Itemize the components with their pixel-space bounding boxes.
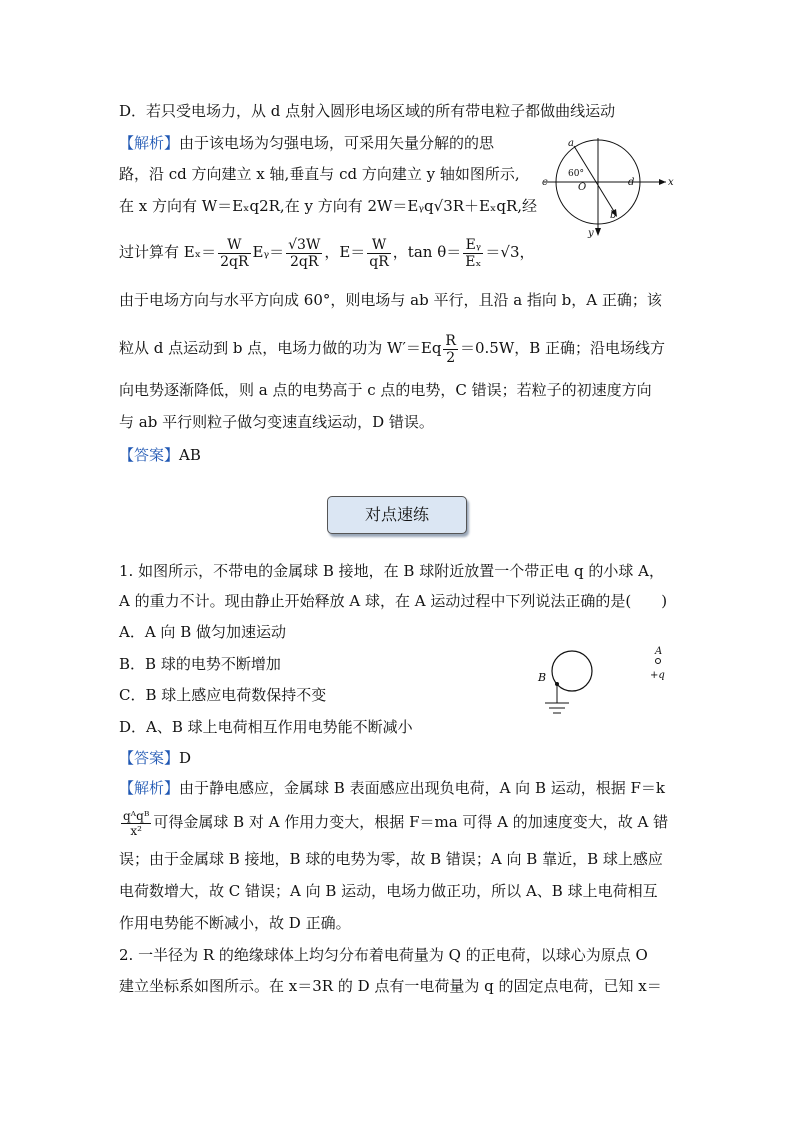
- field-circle-diagram: [538, 128, 678, 240]
- explanation-text: 由于静电感应，金属球 B 表面感应出现负电荷，A 向 B 运动，根据 F＝k: [179, 779, 666, 797]
- answer-tag: 【答案】: [119, 446, 180, 464]
- fraction: $\frac{√3W}{2qR}$: [288, 236, 321, 270]
- answer-1: [119, 444, 201, 466]
- explanation-line-4: [119, 232, 535, 272]
- formula-text: Eᵧ＝: [252, 243, 285, 261]
- label-c: c: [542, 177, 548, 188]
- explanation-line-7: 向电势逐渐降低，则 a 点的电势高于 c 点的电势，C 错误；若粒子的初速度方向: [119, 381, 652, 399]
- explanation2-line-2: [119, 804, 668, 840]
- answer-2: [119, 747, 191, 769]
- explanation-line-3: 在 x 方向有 W＝Eₓq2R,在 y 方向有 2W＝Eᵧq√3R＋EₓqR,经: [119, 197, 538, 215]
- explanation-line-8: 与 ab 平行则粒子做匀变速直线运动，D 错误。: [119, 413, 434, 431]
- label-y: y: [588, 228, 594, 239]
- explanation-tag: 【解析】: [119, 134, 180, 152]
- explanation-line-1: [119, 132, 494, 154]
- label-origin: O: [578, 182, 587, 193]
- label-x: x: [668, 177, 674, 188]
- explanation-tag: 【解析】: [119, 779, 180, 797]
- formula-text: ，tan θ＝: [392, 243, 462, 261]
- explanation2-line-4: 电荷数增大，故 C 错误；A 向 B 运动，电场力做正功，所以 A、B 球上电荷相互: [119, 882, 658, 900]
- fraction: $\frac{W}{qR}$: [369, 236, 389, 270]
- q2-line-2: 建立坐标系如图所示。在 x＝3R 的 D 点有一电荷量为 q 的固定点电荷，已知 x＝: [119, 977, 662, 995]
- q1-option-b: B．B 球的电势不断增加: [119, 655, 281, 673]
- explanation-line-5: 由于电场方向与水平方向成 60°，则电场与 ab 平行，且沿 a 指向 b，A 正确；该: [119, 291, 662, 309]
- explanation2-line-1: [119, 777, 665, 799]
- q2-line-1: 2. 一半径为 R 的绝缘球体上均匀分布着电荷量为 Q 的正电荷，以球心为原点 O: [119, 946, 648, 964]
- q1-line-2: A 的重力不计。现由静止开始释放 A 球，在 A 运动过程中下列说法正确的是( ): [119, 592, 668, 610]
- formula-text: ＝0.5W，B 正确；沿电场线方: [459, 339, 666, 357]
- explanation-line-2: 路，沿 cd 方向建立 x 轴,垂直与 cd 方向建立 y 轴如图所示,: [119, 165, 520, 183]
- q1-option-a: A．A 向 B 做匀加速运动: [119, 623, 286, 641]
- label-b-sphere: B: [538, 671, 547, 684]
- label-plus-q: +q: [650, 670, 665, 681]
- fraction: $\frac{\text{Eᵧ}}{\text{Eₓ}}$: [465, 236, 482, 270]
- label-a: a: [568, 138, 574, 149]
- explanation-line-6: [119, 328, 665, 368]
- fraction: $\frac{W}{2qR}$: [220, 236, 249, 270]
- formula-text: ＝√3，: [485, 243, 535, 261]
- fraction: $\frac{\text{qᴬqᴮ}}{\text{x²}}$: [123, 808, 150, 838]
- option-d-text: D．若只受电场力，从 d 点射入圆形电场区域的所有带电粒子都做曲线运动: [119, 102, 616, 120]
- section-title-box: 对点速练: [327, 496, 467, 534]
- explanation2-line-3: 误；由于金属球 B 接地，B 球的电势为零，故 B 错误；A 向 B 靠近，B 球上感应: [119, 850, 663, 868]
- label-b: b: [610, 210, 617, 221]
- label-angle: 60°: [568, 169, 584, 179]
- answer-tag: 【答案】: [119, 749, 180, 767]
- explanation2-line-5: 作用电势能不断减小，故 D 正确。: [119, 914, 351, 932]
- q1-option-d: D．A、B 球上电荷相互作用电势能不断减小: [119, 718, 413, 736]
- answer-value: D: [179, 749, 192, 767]
- explanation-text: 由于该电场为匀强电场，可采用矢量分解的的思: [179, 134, 495, 152]
- fraction: $\frac{R}{2}$: [445, 332, 456, 366]
- answer-value: AB: [179, 446, 201, 464]
- q1-option-c: C．B 球上感应电荷数保持不变: [119, 686, 327, 704]
- q1-line-1: 1. 如图所示，不带电的金属球 B 接地，在 B 球附近放置一个带正电 q 的小球 A，: [119, 562, 664, 580]
- formula-text: ，E＝: [324, 243, 366, 261]
- formula-text: 过计算有 Eₓ＝: [119, 243, 217, 261]
- label-d: d: [628, 177, 635, 188]
- explanation-text: 可得金属球 B 对 A 作用力变大，根据 F＝ma 可得 A 的加速度变大，故 A 错: [153, 813, 669, 831]
- formula-text: 粒从 d 点运动到 b 点，电场力做的功为 W′＝Eq: [119, 339, 442, 357]
- grounded-sphere-diagram: [530, 645, 680, 725]
- label-a-charge: A: [655, 646, 663, 657]
